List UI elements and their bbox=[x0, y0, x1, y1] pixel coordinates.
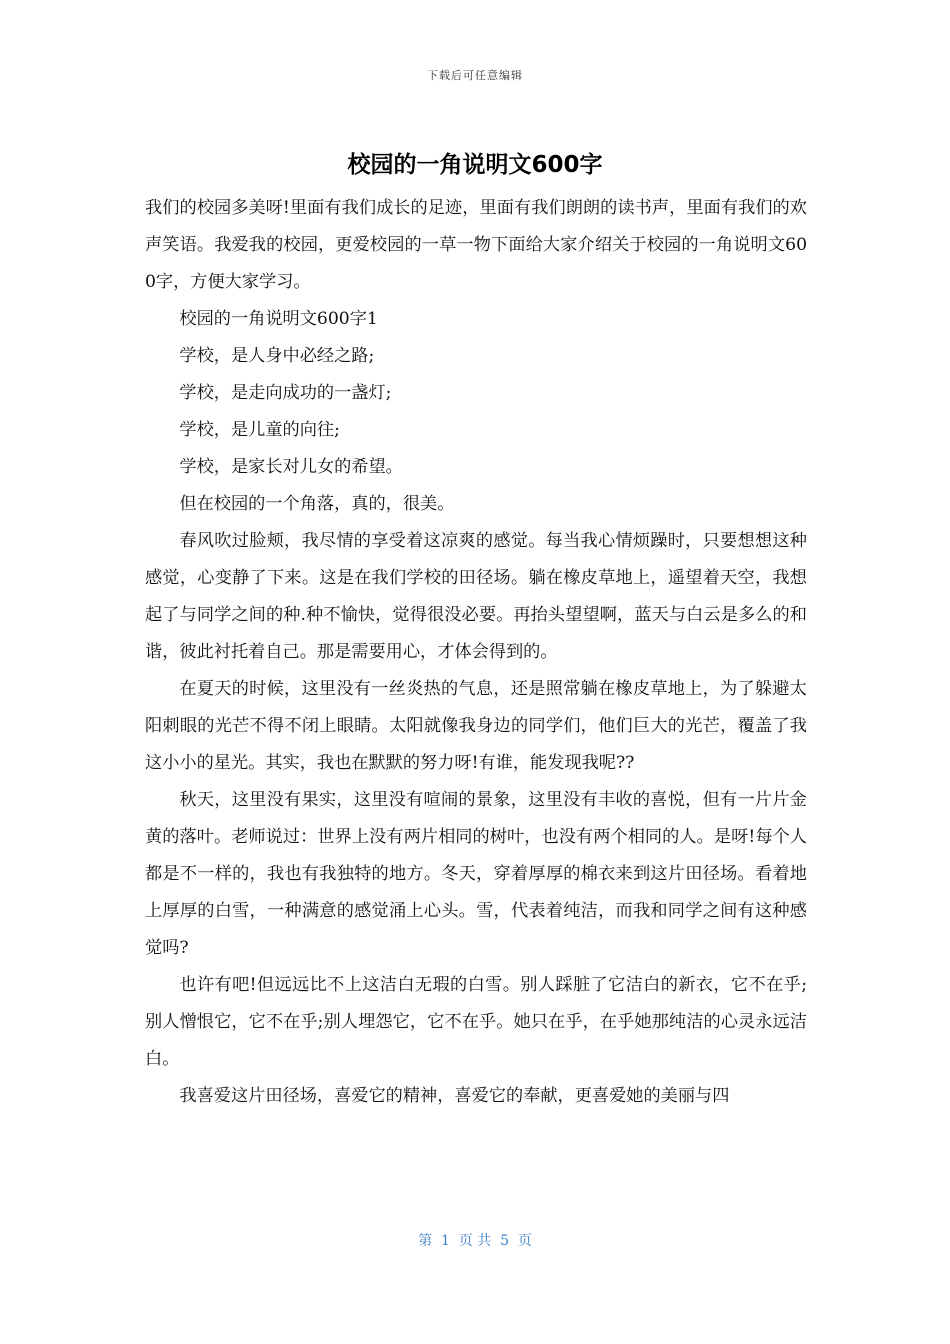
page-number-footer: 第 1 页 共 5 页 bbox=[418, 1233, 532, 1249]
paragraph: 学校，是人身中必经之路; bbox=[179, 346, 375, 366]
paragraph: 学校，是家长对儿女的希望。 bbox=[179, 457, 403, 477]
paragraph: 学校，是走向成功的一盏灯; bbox=[179, 383, 392, 403]
paragraph-section-heading: 校园的一角说明文600字1 bbox=[179, 309, 378, 329]
paragraph-closing: 我喜爱这片田径场，喜爱它的精神，喜爱它的奉献，更喜爱她的美丽与四 bbox=[179, 1086, 730, 1106]
document-title: 校园的一角说明文600字 bbox=[347, 152, 603, 178]
page-header-note: 下载后可任意编辑 bbox=[427, 69, 523, 82]
paragraph-intro: 我们的校园多美呀!里面有我们成长的足迹，里面有我们朗朗的读书声，里面有我们的欢声笑语。我爱我的校园，更爱校园的一草一物下面给大家介绍关于校园的一角说明文600字，方便大家学习。 bbox=[145, 198, 807, 292]
paragraph-summer: 在夏天的时候，这里没有一丝炎热的气息，还是照常躺在橡皮草地上，为了躲避太阳刺眼的光芒不得不闭上眼睛。太阳就像我身边的同学们，他们巨大的光芒，覆盖了我这小小的星光。其实，我也在默默的努力呀!有谁，能发现我呢?? bbox=[145, 679, 807, 773]
paragraph-autumn-winter: 秋天，这里没有果实，这里没有喧闹的景象，这里没有丰收的喜悦，但有一片片金黄的落叶。老师说过：世界上没有两片相同的树叶，也没有两个相同的人。是呀!每个人都是不一样的，我也有我独特的地方。冬天，穿着厚厚的棉衣来到这片田径场。看着地上厚厚的白雪，一种满意的感觉涌上心头。雪，代表着纯洁，而我和同学之间有这种感觉吗? bbox=[145, 790, 807, 958]
paragraph: 学校，是儿童的向往; bbox=[179, 420, 340, 440]
paragraph-snow: 也许有吧!但远远比不上这洁白无瑕的白雪。别人踩脏了它洁白的新衣，它不在乎;别人憎恨它，它不在乎;别人埋怨它，它不在乎。她只在乎，在乎她那纯洁的心灵永远洁白。 bbox=[145, 975, 807, 1069]
paragraph-spring: 春风吹过脸颊，我尽情的享受着这凉爽的感觉。每当我心情烦躁时，只要想想这种感觉，心变静了下来。这是在我们学校的田径场。躺在橡皮草地上，遥望着天空，我想起了与同学之间的种.种不愉快，觉得很没必要。再抬头望望啊，蓝天与白云是多么的和谐，彼此衬托着自己。那是需要用心，才体会得到的。 bbox=[145, 531, 807, 662]
paragraph: 但在校园的一个角落，真的，很美。 bbox=[179, 494, 455, 514]
document-body bbox=[145, 190, 807, 1115]
